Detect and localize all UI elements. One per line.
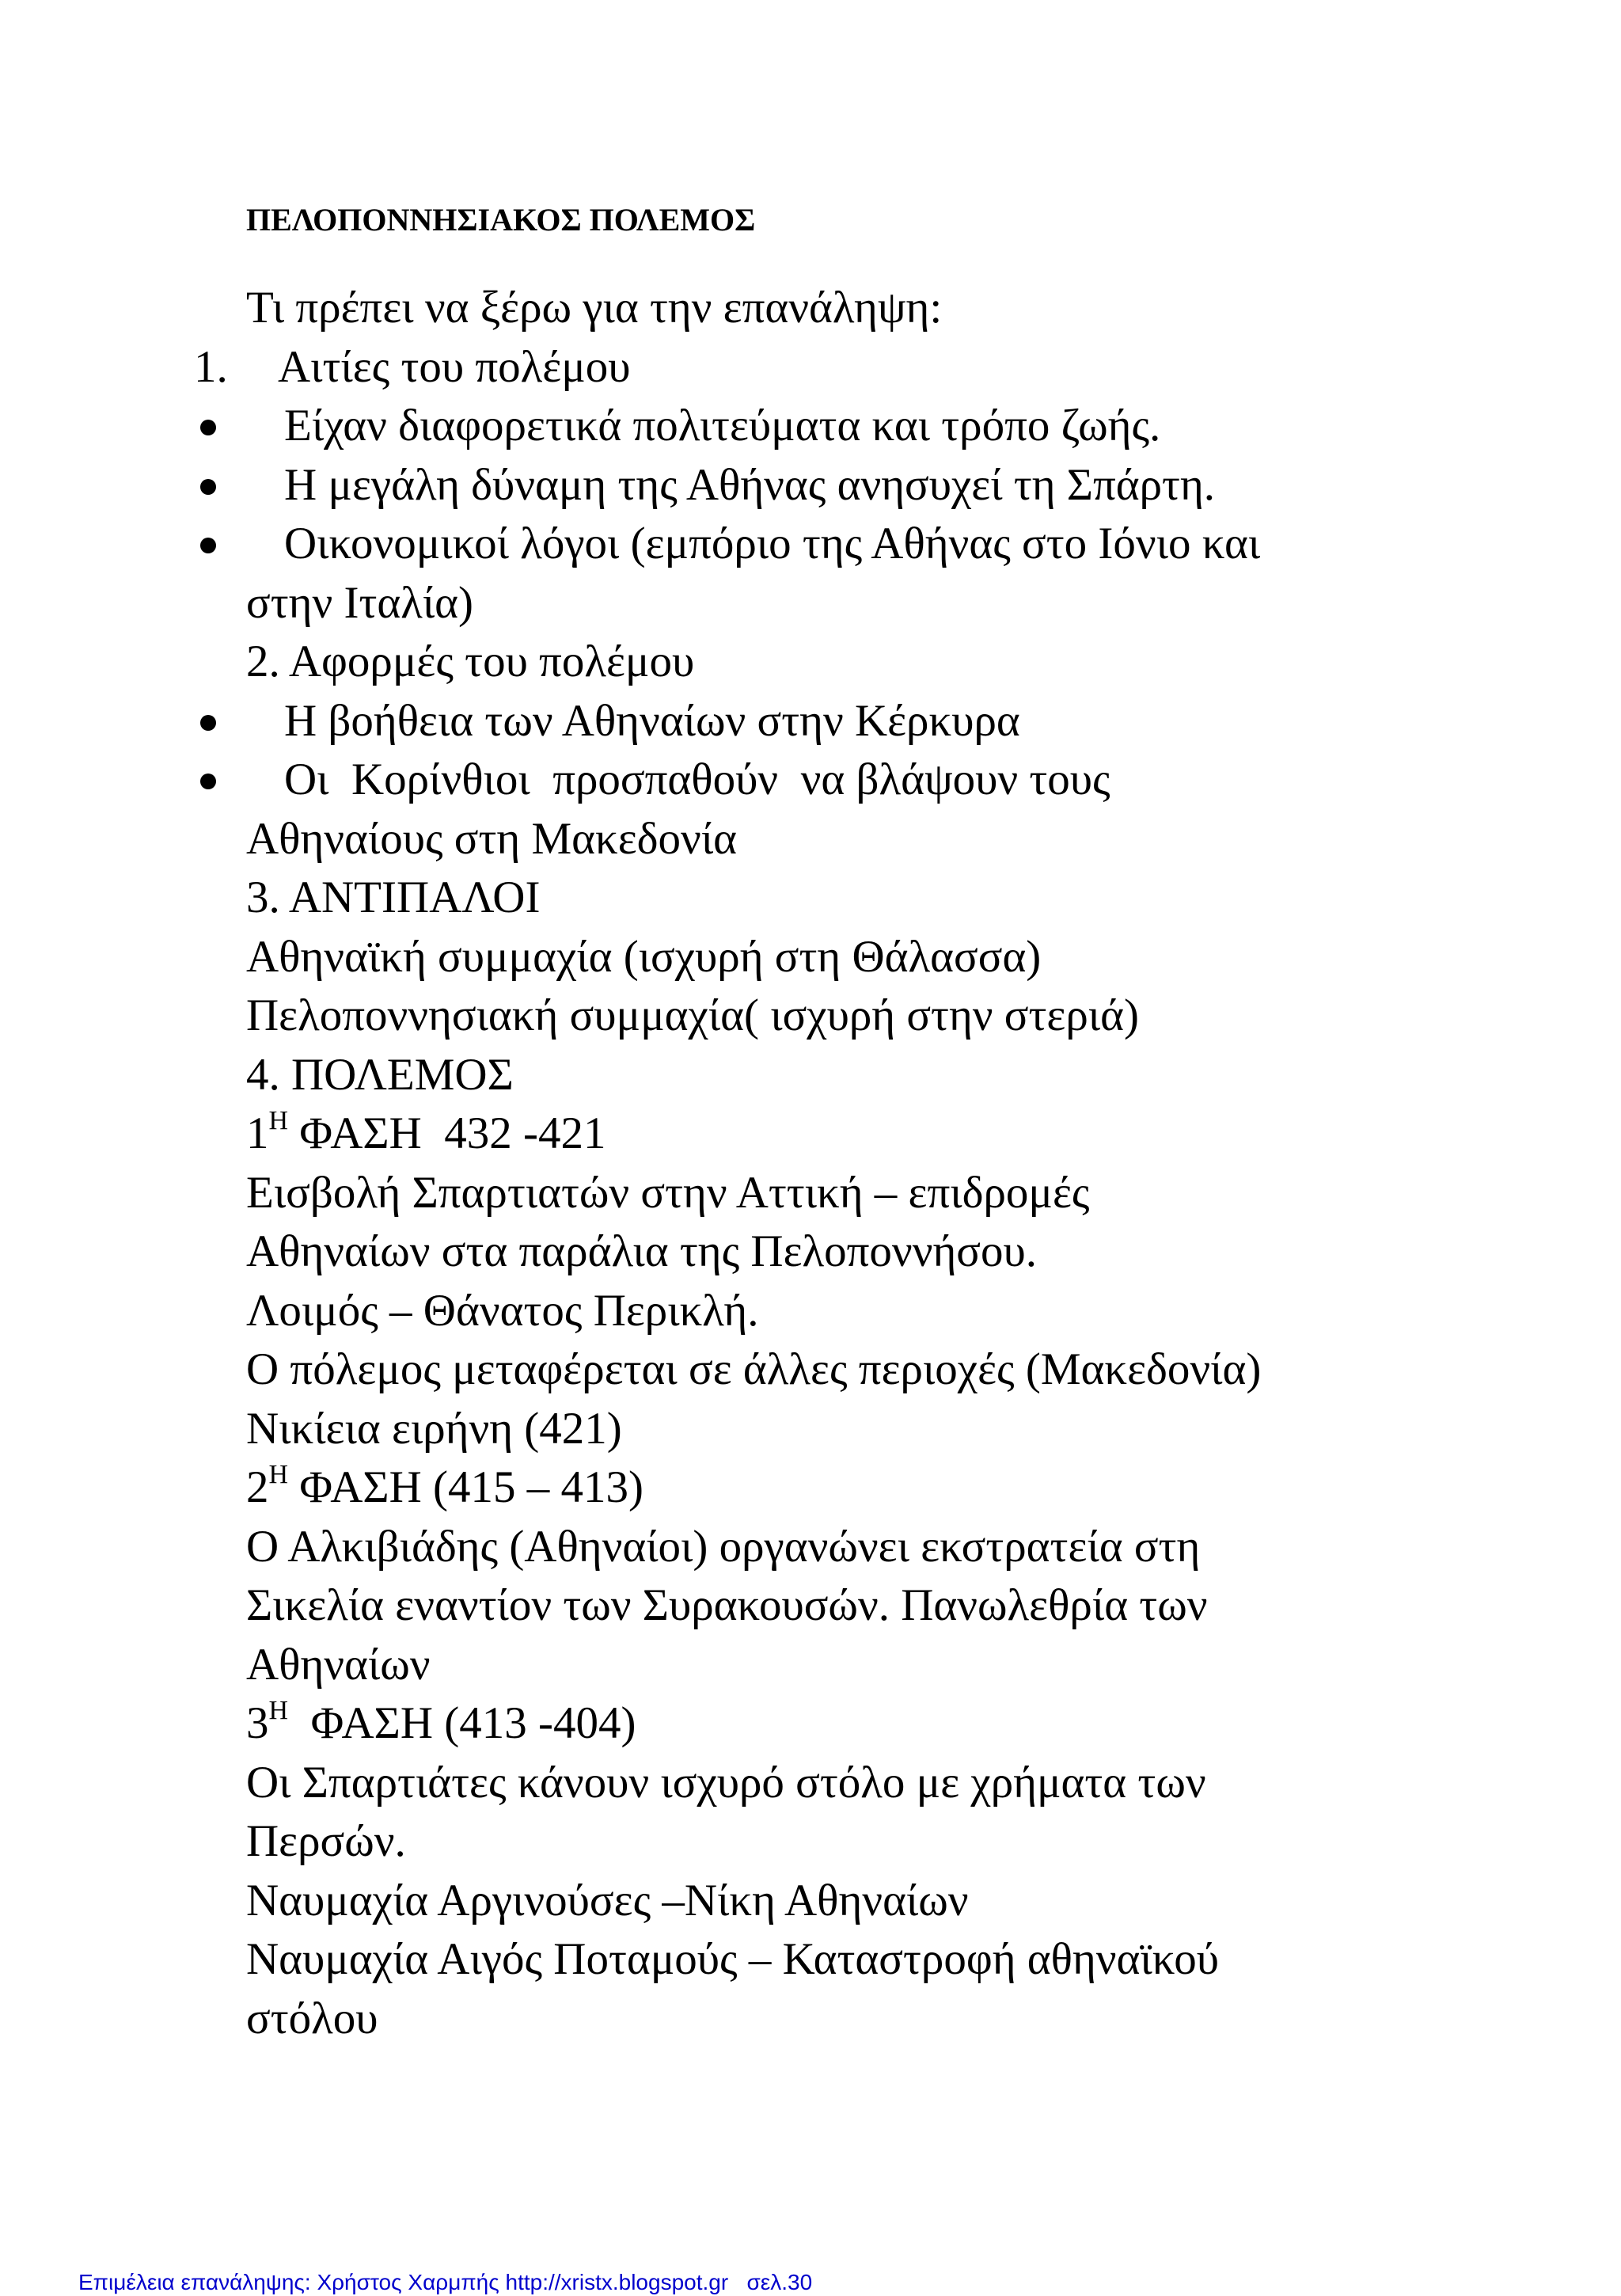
- phase-1-title: [246, 1104, 1394, 1164]
- phase-2-title: [246, 1458, 1394, 1518]
- text-line: Πελοποννησιακή συμμαχία( ισχυρή στην στεριά): [246, 990, 1139, 1040]
- text-line: Αθηναϊκή συμμαχία (ισχυρή στη Θάλασσα): [246, 931, 1042, 982]
- section-pretexts-title: 2. Αφορμές του πολέμου: [246, 637, 695, 686]
- section-opponents-title: 3. ΑΝΤΙΠΑΛΟΙ: [246, 872, 541, 922]
- bullet-icon: [200, 479, 216, 495]
- text-line: στόλου: [246, 1993, 378, 2043]
- phase-superscript: Η: [268, 1106, 289, 1135]
- phase-number: 2: [246, 1462, 269, 1512]
- list-item-continuation: στην Ιταλία): [246, 577, 474, 628]
- phase-label: ΦΑΣΗ (413 -404): [288, 1698, 636, 1748]
- bullet-icon: [200, 420, 216, 435]
- list-item: [246, 397, 1394, 456]
- section-causes-title: [194, 338, 1394, 397]
- text-line: Περσών.: [246, 1816, 406, 1866]
- phase-number: 3: [246, 1698, 269, 1748]
- list-item-continuation: Αθηναίους στη Μακεδονία: [246, 813, 738, 864]
- bullet-icon: [200, 715, 216, 731]
- phase-superscript: Η: [268, 1696, 289, 1725]
- bullet-text: Η μεγάλη δύναμη της Αθήνας ανησυχεί τη Σπάρτη.: [284, 459, 1216, 510]
- phase-label: ΦΑΣΗ 432 -421: [288, 1108, 606, 1158]
- revision-notes: [194, 279, 1394, 2048]
- phase-label: ΦΑΣΗ (415 – 413): [288, 1462, 643, 1512]
- list-item: [246, 515, 1394, 574]
- section-title-text: Αιτίες του πολέμου: [278, 341, 631, 392]
- text-line: Ο πόλεμος μεταφέρεται σε άλλες περιοχές (Μακεδονία): [246, 1344, 1262, 1394]
- section-war-title: 4. ΠΟΛΕΜΟΣ: [246, 1049, 514, 1100]
- text-line: Ο Αλκιβιάδης (Αθηναίοι) οργανώνει εκστρατεία στη: [246, 1521, 1201, 1572]
- list-number: 1.: [194, 341, 228, 392]
- list-item: [246, 456, 1394, 515]
- text-line: Νικίεια ειρήνη (421): [246, 1403, 622, 1454]
- page-footer: Επιμέλεια επανάληψης: Χρήστος Χαρμπής http://xristx.blogspot.gr σελ.30: [78, 2270, 813, 2294]
- text-line: Αθηναίων στα παράλια της Πελοποννήσου.: [246, 1226, 1037, 1276]
- bullet-text: Οι Κορίνθιοι προσπαθούν να βλάψουν τους: [284, 755, 1110, 804]
- phase-superscript: Η: [268, 1460, 289, 1489]
- list-item: [246, 751, 1394, 810]
- phase-3-title: [246, 1694, 1394, 1754]
- text-line: Σικελία εναντίον των Συρακουσών. Πανωλεθρία των: [246, 1580, 1208, 1630]
- phase-number: 1: [246, 1108, 269, 1158]
- text-line: Λοιμός – Θάνατος Περικλή.: [246, 1285, 759, 1336]
- page-title: ΠΕΛΟΠΟΝΝΗΣΙΑΚΟΣ ΠΟΛΕΜΟΣ: [246, 202, 756, 238]
- bullet-icon: [200, 774, 216, 789]
- text-line: Αθηναίων: [246, 1639, 431, 1690]
- text-line: Εισβολή Σπαρτιατών στην Αττική – επιδρομές: [246, 1167, 1090, 1218]
- bullet-text: Είχαν διαφορετικά πολιτεύματα και τρόπο ζωής.: [284, 401, 1161, 450]
- list-item: [246, 692, 1394, 751]
- text-line: Οι Σπαρτιάτες κάνουν ισχυρό στόλο με χρήματα των: [246, 1757, 1206, 1808]
- bullet-text: Η βοήθεια των Αθηναίων στην Κέρκυρα: [284, 695, 1020, 746]
- text-line: Ναυμαχία Αιγός Ποταμούς – Καταστροφή αθηναϊκού: [246, 1934, 1219, 1984]
- bullet-text: Οικονομικοί λόγοι (εμπόριο της Αθήνας στο Ιόνιο και: [284, 519, 1261, 568]
- intro-line: Τι πρέπει να ξέρω για την επανάληψη:: [246, 283, 943, 333]
- bullet-icon: [200, 538, 216, 553]
- text-line: Ναυμαχία Αργινούσες –Νίκη Αθηναίων: [246, 1875, 969, 1925]
